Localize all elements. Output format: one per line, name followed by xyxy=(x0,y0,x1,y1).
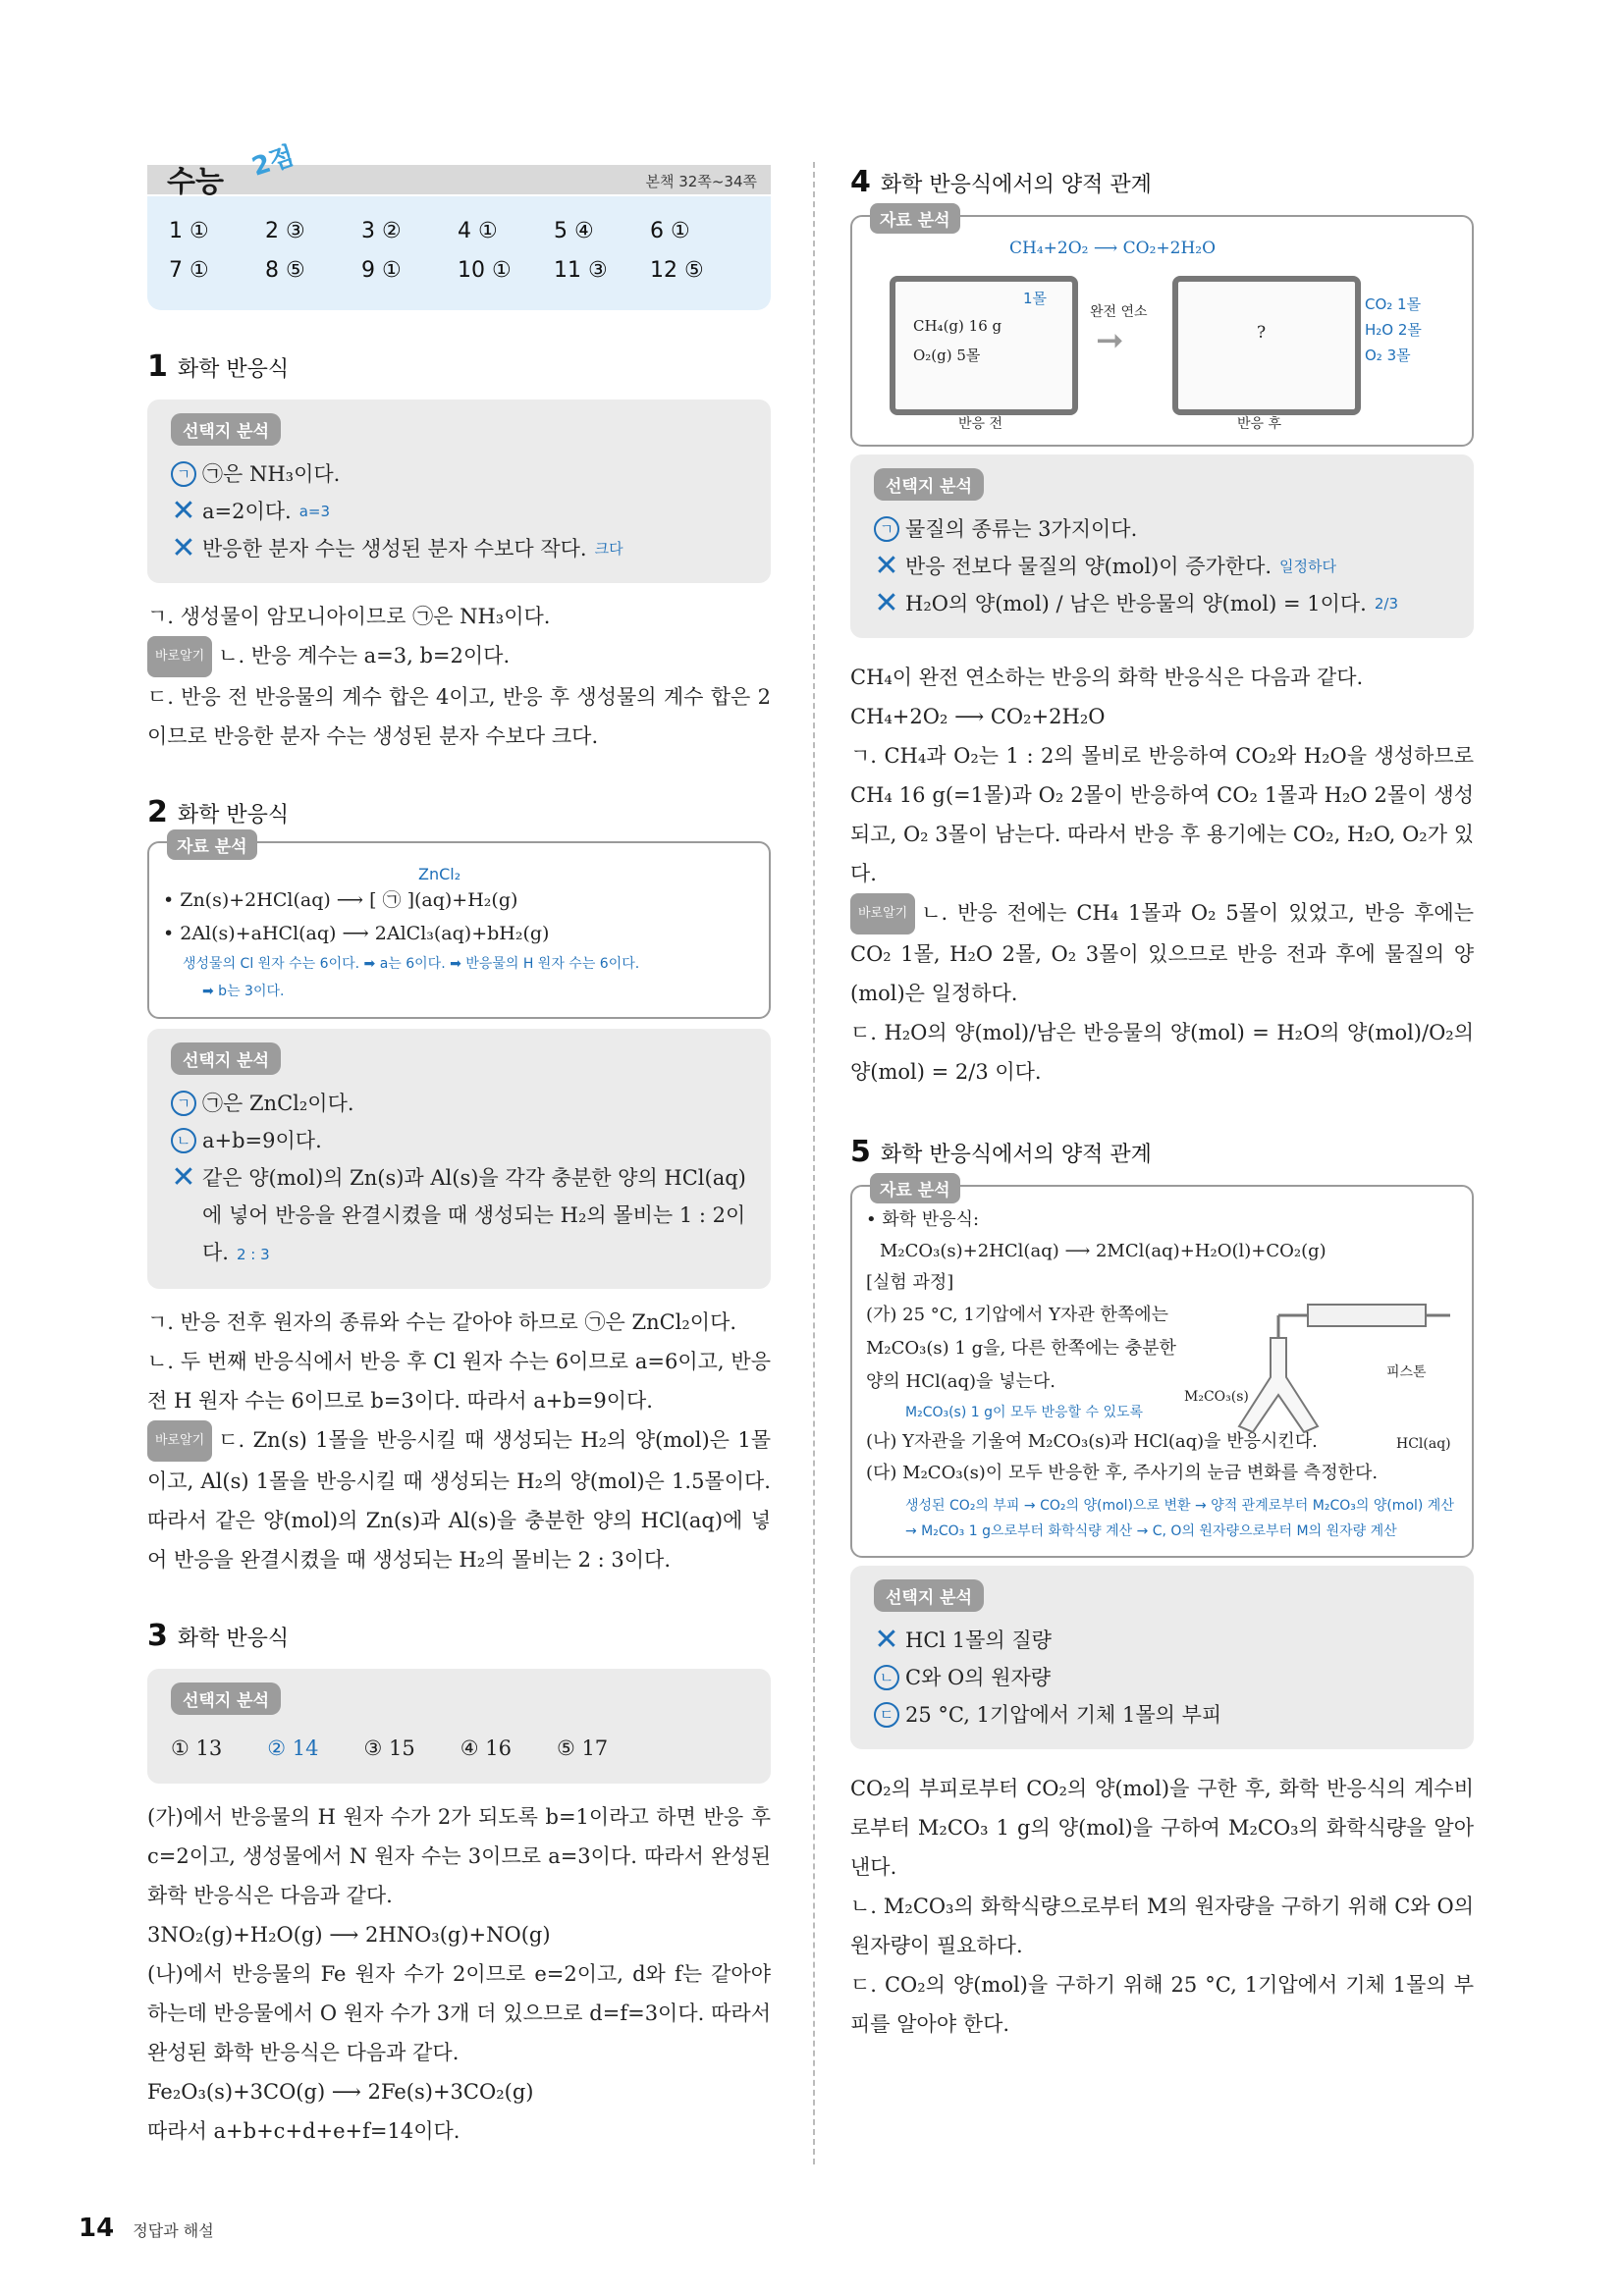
q1-title: 1 화학 반응식 xyxy=(147,349,290,384)
answer-row-2 xyxy=(169,251,749,291)
q2-title: 2 화학 반응식 xyxy=(147,795,290,829)
choice-row xyxy=(171,1729,747,1768)
q5-title: 5 화학 반응식에서의 양적 관계 xyxy=(850,1135,1152,1169)
q2-analysis xyxy=(147,1029,771,1289)
answer: 3 ② xyxy=(361,219,402,243)
reaction-arrow-icon: ➞ xyxy=(1096,321,1124,360)
choice-wrong: ① 13 xyxy=(171,1736,223,1760)
wrong-mark-icon: ✕ xyxy=(171,531,196,565)
zncl2-label: ZnCl₂ xyxy=(418,865,461,883)
left-column xyxy=(147,140,771,2151)
correct-mark-icon: ㄱ xyxy=(171,1091,196,1116)
q5-analysis xyxy=(850,1566,1474,1749)
answer-header xyxy=(147,140,771,199)
answer: 10 ① xyxy=(458,258,512,283)
answer: 1 ① xyxy=(169,219,209,243)
before-vessel: CH₄(g) 16 g O₂(g) 5몰 1몰 xyxy=(890,276,1078,415)
analysis-tag: 선택지 분석 xyxy=(874,468,984,501)
option: ㄷ 25 °C, 1기압에서 기체 1몰의 부피 xyxy=(874,1696,1450,1734)
option: ✕ 같은 양(mol)의 Zn(s)과 Al(s)을 각각 충분한 양의 HCl(aq)에 넣어 반응을 완결시켰을 때 생성되는 H₂의 몰비는 1 : 2이다. 2 : 3 xyxy=(171,1160,746,1264)
equation-2: • 2Al(s)+aHCl(aq) ⟶ 2AlCl₃(aq)+bH₂(g) xyxy=(163,923,550,944)
option: ㄱ 물질의 종류는 3가지이다. xyxy=(874,510,1450,548)
wrong-tag: 바로알기 xyxy=(147,636,212,677)
syringe-barrel xyxy=(1308,1305,1426,1326)
page-number: 14 xyxy=(79,2214,115,2243)
q2-data-box xyxy=(147,837,771,1019)
badge-text: 2점 xyxy=(248,140,298,183)
option: ㄱ ㉠은 NH₃이다. xyxy=(171,455,747,493)
footer-text: 정답과 해설 xyxy=(133,2221,214,2240)
option: ㄴ C와 O의 원자량 xyxy=(874,1659,1450,1696)
q5-explanation: CO₂의 부피로부터 CO₂의 양(mol)을 구한 후, 화학 반응식의 계수비로부터 M₂CO₃ 1 g의 양(mol)을 구하여 M₂CO₃의 화학식량을 알아낸다. ㄴ. M₂CO₃의 화학식량으로부터 M의 원자량을 구하기 위해 C와 O의 원자량이 필요하다. ㄷ. CO₂의 양(mol)을 구하기 위해 25 °C, 1기압에서 기체 1몰의 부피를 알아야 한다. xyxy=(850,1777,1474,2036)
data-note-2: ➡ b는 3이다. xyxy=(202,984,285,999)
wrong-mark-icon: ✕ xyxy=(874,1623,899,1657)
option: ✕ a=2이다. a=3 xyxy=(171,494,331,528)
solid-label: M₂CO₃(s) xyxy=(1184,1389,1249,1405)
option: ✕ HCl 1몰의 질량 xyxy=(874,1623,1052,1657)
logo-text: 수능 xyxy=(167,165,224,199)
caption-after: 반응 후 xyxy=(1237,416,1282,432)
q4-title: 4 화학 반응식에서의 양적 관계 xyxy=(850,165,1152,199)
option: ㄱ ㉠은 ZnCl₂이다. xyxy=(171,1085,747,1122)
analysis-tag: 선택지 분석 xyxy=(874,1579,984,1612)
wrong-tag: 바로알기 xyxy=(147,1420,212,1462)
wrong-mark-icon: ✕ xyxy=(171,1160,196,1195)
answer: 4 ① xyxy=(458,219,498,243)
wrong-mark-icon: ✕ xyxy=(874,549,899,583)
column-divider xyxy=(813,162,815,2164)
wrong-mark-icon: ✕ xyxy=(171,494,196,528)
choice-wrong: ③ 15 xyxy=(363,1736,415,1760)
correct-mark-icon: ㄱ xyxy=(171,461,196,487)
right-column xyxy=(850,165,1474,2044)
data-note-1: 생성물의 Cl 원자 수는 6이다. ➡ a는 6이다. ➡ 반응물의 H 원자 수는 6이다. xyxy=(183,956,640,972)
q1-explanation: ㄱ. 생성물이 암모니아이므로 ㉠은 NH₃이다. 바로알기 ㄴ. 반응 계수는 a=3, b=2이다. ㄷ. 반응 전 반응물의 계수 합은 4이고, 반응 후 생성물의 계수 합은 2이므로 반응한 분자 수는 생성된 분자 수보다 크다. xyxy=(147,605,771,748)
answer: 8 ⑤ xyxy=(265,258,305,283)
acid-label: HCl(aq) xyxy=(1396,1436,1451,1452)
answer: 2 ③ xyxy=(265,219,305,243)
answer: 9 ① xyxy=(361,258,402,283)
y-tube-body xyxy=(1239,1338,1318,1432)
analysis-tag: 선택지 분석 xyxy=(171,413,281,446)
q3-title: 3 화학 반응식 xyxy=(147,1619,290,1653)
data-tag: 자료 분석 xyxy=(870,203,960,234)
one-mol-note: 1몰 xyxy=(1023,290,1048,307)
correct-mark-icon: ㄱ xyxy=(874,516,899,542)
choice-correct: ② 14 xyxy=(267,1736,319,1760)
q3-analysis xyxy=(147,1669,771,1784)
correct-mark-icon: ㄴ xyxy=(171,1128,196,1153)
q4-analysis xyxy=(850,454,1474,638)
option: ✕ H₂O의 양(mol) / 남은 반응물의 양(mol) = 1이다. 2/3 xyxy=(874,586,1398,620)
caption-before: 반응 전 xyxy=(958,416,1003,432)
q2-explanation: ㄱ. 반응 전후 원자의 종류와 수는 같아야 하므로 ㉠은 ZnCl₂이다. ㄴ. 두 번째 반응식에서 반응 후 Cl 원자 수는 6이므로 a=6이고, 반응 전 H 원자 수는 6이므로 b=3이다. 따라서 a+b=9이다. 바로알기 ㄷ. Zn(s) 1몰을 반응시킬 때 생성되는 H₂의 양(mol)은 1몰이고, Al(s) 1몰을 반응시킬 때 생성되는 H₂의 양(mol)은 1.5몰이다. 따라서 같은 양(mol)의 Zn(s)과 Al(s)을 충분한 양의 HCl(aq)에 넣어 반응을 완결시켰을 때 생성되는 H₂의 몰비는 2 : 3이다. xyxy=(147,1310,771,1572)
data-tag: 자료 분석 xyxy=(870,1173,960,1203)
analysis-tag: 선택지 분석 xyxy=(171,1042,281,1075)
data-tag: 자료 분석 xyxy=(167,829,257,860)
answer: 6 ① xyxy=(650,219,690,243)
q4-explanation: CH₄이 완전 연소하는 반응의 화학 반응식은 다음과 같다. CH₄+2O₂ ⟶ CO₂+2H₂O ㄱ. CH₄과 O₂는 1 : 2의 몰비로 반응하여 CO₂와 H₂O을 생성하므로 CH₄ 16 g(=1몰)과 O₂ 2몰이 반응하여 CO₂ 1몰과 H₂O 2몰이 생성되고, O₂ 3몰이 남는다. 따라서 반응 후 용기에는 CO₂, H₂O, O₂가 있다. 바로알기 ㄴ. 반응 전에는 CH₄ 1몰과 O₂ 5몰이 있었고, 반응 후에는 CO₂ 1몰, H₂O 2몰, O₂ 3몰이 있으므로 반응 전과 후에 물질의 양(mol)은 일정하다. ㄷ. H₂O의 양(mol)/남은 반응물의 양(mol) = H₂O의 양(mol)/O₂의 양(mol) = 2/3 이다. xyxy=(850,666,1474,1084)
arrow-label: 완전 연소 xyxy=(1090,304,1148,320)
page-footer xyxy=(79,2214,214,2243)
wrong-mark-icon: ✕ xyxy=(874,586,899,620)
answer: 11 ③ xyxy=(554,258,608,283)
choice-wrong: ⑤ 17 xyxy=(556,1736,609,1760)
answer: 12 ⑤ xyxy=(650,258,704,283)
answer-row-1 xyxy=(169,212,749,251)
answer: 5 ④ xyxy=(554,219,594,243)
piston-label: 피스톤 xyxy=(1386,1364,1427,1380)
choice-wrong: ④ 16 xyxy=(460,1736,512,1760)
data-note-b: 생성된 CO₂의 부피 → CO₂의 양(mol)으로 변환 → 양적 관계로부터 M₂CO₃의 양(mol) 계산 → M₂CO₃ 1 g으로부터 화학식량 계산 → C, O의 원자량으로부터 M의 원자량 계산 xyxy=(905,1498,1454,1539)
answer-key xyxy=(147,196,771,310)
after-contents: CO₂ 1몰 H₂O 2몰 O₂ 3몰 xyxy=(1365,295,1422,364)
analysis-tag: 선택지 분석 xyxy=(171,1682,281,1715)
q1-analysis xyxy=(147,400,771,583)
page-reference: 본책 32쪽~34쪽 xyxy=(645,173,757,190)
option: ✕ 반응 전보다 물질의 양(mol)이 증가한다. 일정하다 xyxy=(874,549,1337,583)
equation-1: • Zn(s)+2HCl(aq) ⟶ [ ㉠ ](aq)+H₂(g) xyxy=(163,889,518,911)
q5-data-box: 자료 분석 • 화학 반응식: M₂CO₃(s)+2HCl(aq) ⟶ 2MCl(aq)+H₂O(l)+CO₂(g) [실험 과정] (가) 25 °C, 1기압에서 Y자관 한쪽에는 M₂CO₃(s) 1 g을, 다른 한쪽에는 충분한 양의 HCl(aq)을 넣는다. 피스톤 M₂CO₃(s) HCl(aq) M₂CO₃(s) 1 g이 모두 반응할 수 있도록 (나) Y자관을 기울여 M₂CO₃(s)과 HCl(aq)을 반응시킨다. (다) M₂CO₃(s)이 모두 반응한 후, 주사기의 눈금 변화를 측정한다. 생성된 CO₂의 부피 → CO₂의 양(mol)으로 변환 → 양적 관계로부터 M₂CO₃의 양(mol) 계산 → M₂CO₃ 1 g으로부터 화학식량 계산 → C, O의 원자량으로부터 M의 원자량 계산 xyxy=(850,1185,1474,1558)
option: ㄴ a+b=9이다. xyxy=(171,1122,747,1159)
q3-explanation: (가)에서 반응물의 H 원자 수가 2가 되도록 b=1이라고 하면 반응 후 c=2이고, 생성물에서 N 원자 수는 3이므로 a=3이다. 따라서 완성된 화학 반응식은 다음과 같다. 3NO₂(g)+H₂O(g) ⟶ 2HNO₃(g)+NO(g) (나)에서 반응물의 Fe 원자 수가 2이므로 e=2이고, d와 f는 같아야 하는데 반응물에서 O 원자 수가 3개 더 있으므로 d=f=3이다. 따라서 완성된 화학 반응식은 다음과 같다. Fe₂O₃(s)+3CO(g) ⟶ 2Fe(s)+3CO₂(g) 따라서 a+b+c+d+e+f=14이다. xyxy=(147,1805,771,2143)
option: ✕ 반응한 분자 수는 생성된 분자 수보다 작다. 크다 xyxy=(171,531,623,565)
after-vessel: ? xyxy=(1172,276,1361,415)
correct-mark-icon: ㄴ xyxy=(874,1665,899,1690)
q4-equation: CH₄+2O₂ ⟶ CO₂+2H₂O xyxy=(1009,239,1217,258)
q4-data-box xyxy=(850,211,1474,447)
answer: 7 ① xyxy=(169,258,209,283)
wrong-tag: 바로알기 xyxy=(850,893,915,934)
correct-mark-icon: ㄷ xyxy=(874,1702,899,1728)
data-note-a: M₂CO₃(s) 1 g이 모두 반응할 수 있도록 xyxy=(905,1405,1144,1420)
